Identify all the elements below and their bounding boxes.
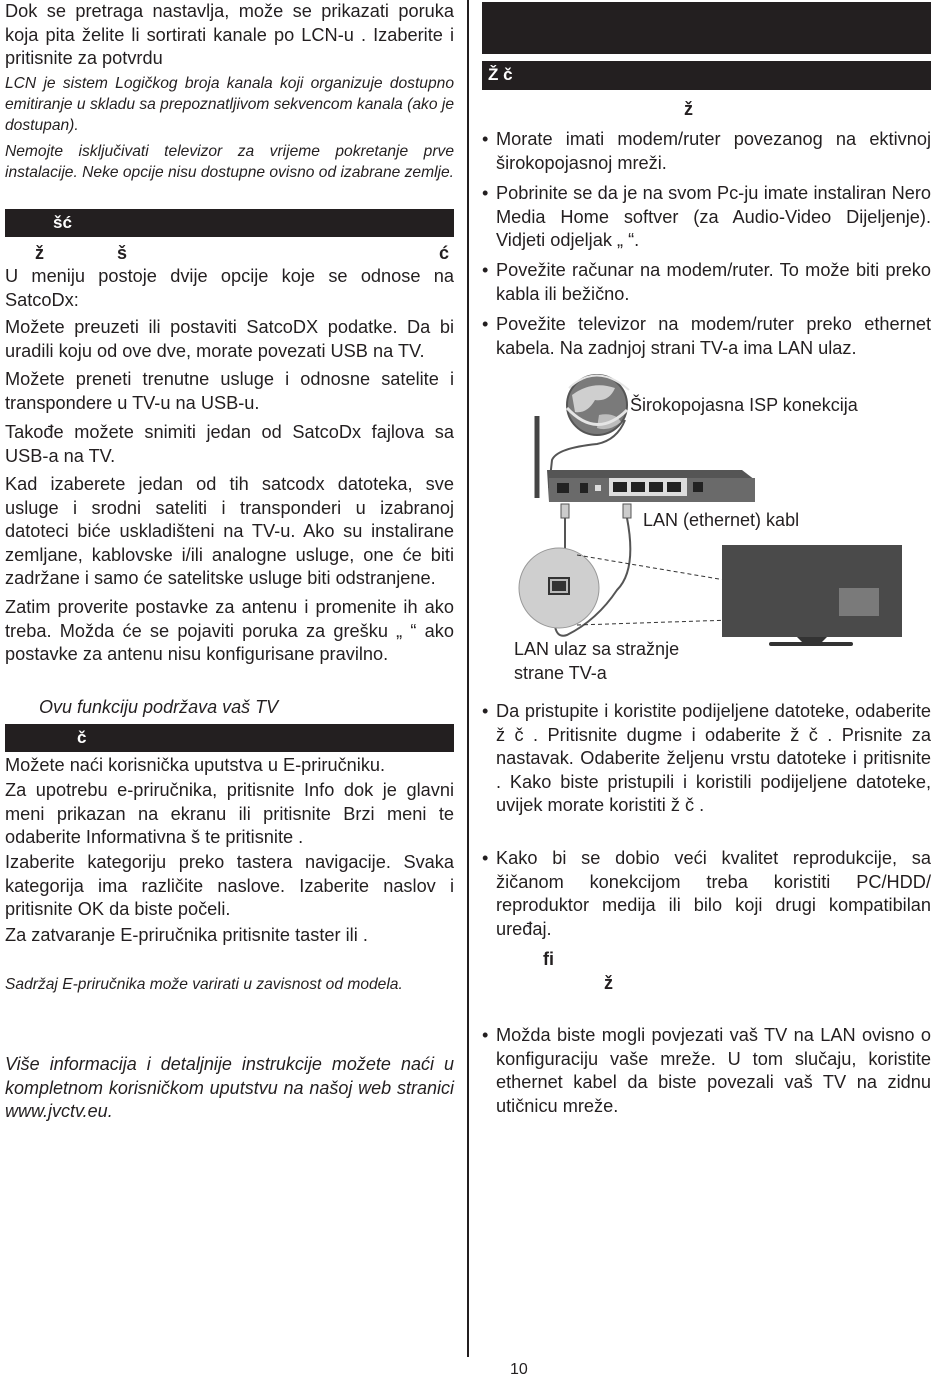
paragraph-antenna-check: Zatim proverite postavke za antenu i promenite ih ako treba. Možda će se pojaviti poruka za grešku „ “ ako postavke za antenu nisu konfigurisane pravilno. bbox=[5, 597, 454, 664]
label-lan-port-2: strane TV-a bbox=[514, 663, 607, 683]
tv-icon bbox=[722, 545, 902, 646]
router-icon bbox=[547, 470, 755, 502]
label-isp: Širokopojasna ISP konekcija bbox=[630, 395, 858, 415]
section-header-top bbox=[482, 2, 931, 54]
subheading-char-b: š bbox=[117, 243, 128, 263]
paragraph-emanual-nav: Izaberite kategoriju preko tastera navigacije. Svaka kategorija ima različite naslove. Izaberite naslov i pritisnite OK da biste počeli. bbox=[5, 852, 454, 919]
paragraph-emanual-note: Sadržaj E-priručnika može varirati u zavisnost od modela. bbox=[5, 976, 403, 993]
label-lan-cable: LAN (ethernet) kabl bbox=[643, 510, 800, 530]
paragraph-satcodx-intro: U meniju postoje dvije opcije koje se odnose na SatcoDx: bbox=[5, 266, 454, 310]
bullet-quality: • Kako bi se dobio veći kvalitet reprodukcije, sa žičanom konekcijom treba koristiti PC/HDD/ reproduktor medija ili bilo koji drugi kompatibilan uređaj. bbox=[482, 848, 931, 939]
subheading-fi: fi bbox=[543, 949, 554, 969]
bullet-computer: • Povežite računar na modem/ruter. To može biti preko kabla ili bežično. bbox=[482, 260, 931, 304]
paragraph-satcodx-detail: Kad izaberete jedan od tih satcodx datoteka, sve usluge i srodni sateliti i transponderi u izabranoj datoteci biće uskladišteni na TV-u. Ako su instalirane zemljane, kablovske i/ili analogne usluge, one će biti zadržane i samo će satelitske usluge biti odstranjene. bbox=[5, 474, 454, 588]
bullet-tv-ethernet: • Povežite televizor na modem/ruter preko ethernet kabela. Na zadnjoj strani TV-a ima LAN ulaz. bbox=[482, 314, 931, 358]
bullet-nero: • Pobrinite se da je na svom Pc-ju imate instaliran Nero Media Home softver (za Audio-Video Dijeljenje). Vidjeti odjeljak „ “. bbox=[482, 183, 931, 250]
subheading-char-c: ć bbox=[439, 243, 450, 263]
paragraph-lcn-prompt: Dok se pretraga nastavlja, može se prikazati poruka koja pita želite li sortirati kanale po LCN-u . Izaberite i pritisnite za potvrdu bbox=[5, 1, 454, 68]
paragraph-emanual-close: Za zatvaranje E-priručnika pritisnite taster ili . bbox=[5, 925, 368, 945]
lan-port-zoom bbox=[519, 548, 599, 628]
paragraph-satcodx-export: Možete preneti trenutne usluge i odnosne satelite i transpondere u TV-u na USB-u. bbox=[5, 369, 454, 413]
section-header-emanual: č bbox=[5, 724, 454, 752]
bullet-modem: • Morate imati modem/ruter povezanog na ektivnoj širokopojasnoj mreži. bbox=[482, 129, 931, 173]
subheading-wired: ž bbox=[684, 99, 693, 119]
paragraph-lcn-note: LCN je sistem Logičkog broja kanala koji organizuje dostupno emitiranje u skladu sa prepoznatljivom sekvencom kanala (ako je dostupan). bbox=[5, 75, 454, 134]
column-divider bbox=[467, 0, 469, 1357]
page-number: 10 bbox=[510, 1361, 528, 1378]
subheading-char-a: ž bbox=[35, 243, 44, 263]
paragraph-satcodx-usb: Možete preuzeti ili postaviti SatcoDX podatke. Da bi uradili koju od ove dve, morate povezati USB na TV. bbox=[5, 317, 454, 361]
paragraph-tv-support: Ovu funkciju podržava vaš TV bbox=[39, 697, 279, 717]
globe-icon bbox=[567, 375, 629, 435]
paragraph-more-info: Više informacija i detaljnije instrukcije možete naći u kompletnom korisničkom uputstvu na našoj web stranici www.jvctv.eu. bbox=[5, 1054, 454, 1121]
paragraph-emanual-intro: Možete naći korisnička uputstva u E-priručniku. bbox=[5, 755, 386, 775]
subheading-z: ž bbox=[604, 973, 613, 993]
label-lan-port-1: LAN ulaz sa stražnje bbox=[514, 639, 680, 659]
paragraph-emanual-usage: Za upotrebu e-priručnika, pritisnite Info dok je glavni meni prikazan na ekranu ili pritisnite Brzi meni te odaberite Informativna š te pritisnite . bbox=[5, 780, 454, 847]
section-header-satcodx: šć bbox=[5, 209, 454, 237]
bullet-lan-wall: • Možda biste mogli povjezati vaš TV na LAN ovisno o konfiguraciju vaše mreže. U tom slučaju, koristite ethernet kabel da biste povezali vaš TV na zidnu utičnicu mreže. bbox=[482, 1025, 931, 1116]
paragraph-install-note: Nemojte isključivati televizor za vrijeme pokretanje prve instalacije. Neke opcije nisu dostupne ovisno od izabrane zemlje. bbox=[5, 143, 455, 181]
section-header-network: Ž č bbox=[482, 61, 931, 90]
bullet-access-shared: • Da pristupite i koristite podijeljene datoteke, odaberite ž č . Pritisnite dugme i odaberite ž č . Prisnite za nastavak. Odaberite željenu vrstu datoteke i pritisnite . Kako biste pristupili i koristili podijeljene datoteke, uvijek morate koristiti ž č . bbox=[482, 701, 931, 815]
paragraph-satcodx-import: Takođe možete snimiti jedan od SatcoDx fajlova sa USB-a na TV. bbox=[5, 422, 454, 466]
